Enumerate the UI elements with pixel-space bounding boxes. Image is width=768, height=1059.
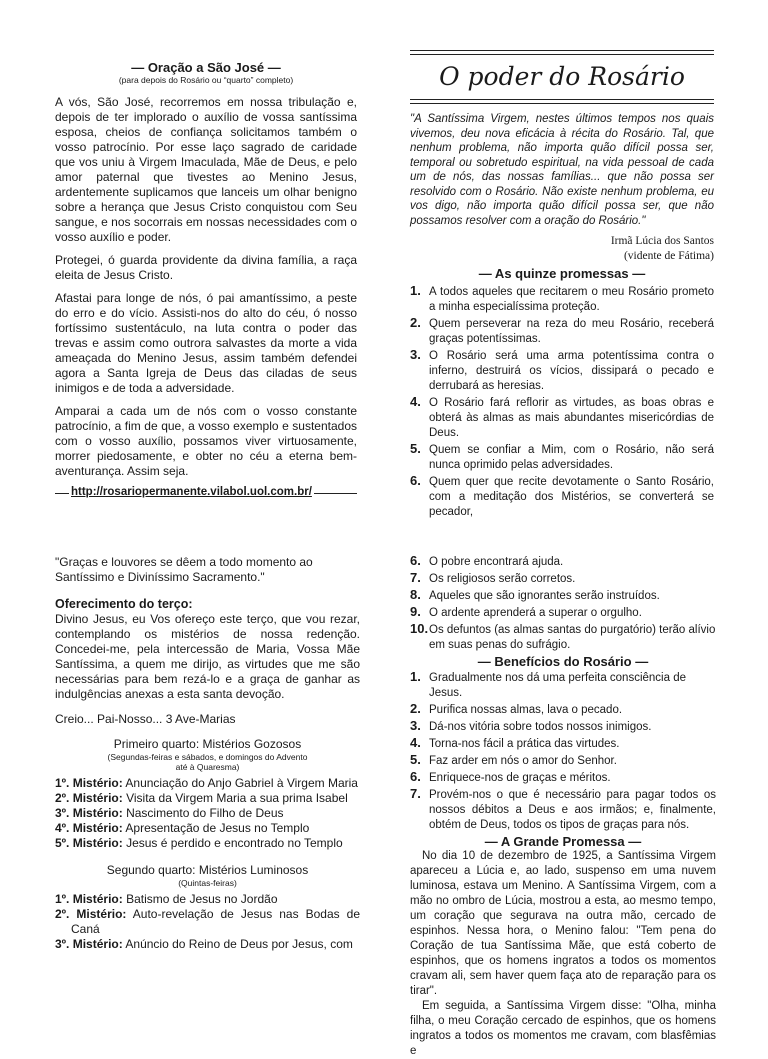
promessas-cont-list	[410, 553, 716, 653]
lucia-quote: "A Santíssima Virgem, nestes últimos tempos nos quais vivemos, deu nova eficácia à récita do Rosário. Tal, que nenhum problema, não importa quão difícil possa ser, temporal ou sobretudo espiritual, na vida pessoal de cada um de nós, das nossas famílias... que não possa ser resolvido com o Rosário. Não existe nenhum problema, eu vos digo, não importa quão difícil possa ser, que não possamos resolver com a oração do Rosário."	[410, 113, 714, 227]
misterio-item: 4º. Mistério: Apresentação de Jesus no Templo	[55, 821, 310, 835]
list-item: 4. O Rosário fará reflorir as virtudes, as boas obras e obterá às almas as mais abundantes misericórdias de Deus.	[410, 394, 714, 439]
gozosos-days-cont: até à Quaresma)	[175, 762, 240, 772]
list-item: 6. O pobre encontrará ajuda.	[410, 553, 564, 568]
continuacao-section	[410, 553, 716, 1059]
luminosos-days: (Quintas-feiras)	[178, 878, 237, 888]
oracao-paragraph: Afastai para longe de nós, ó pai amantíssimo, a peste do erro e do vício. Assisti-nos do alto do céu, ó nosso fortíssimo sustentáculo, na luta contra o poder das trevas e assim como outrora salvastes da morte a vida ameaçada do Menino Jesus, assim também defendei agora a Santa Igreja de Deus das ciladas de seus inimigos e de toda a adversidade.	[55, 291, 357, 395]
list-item: 2. Purifica nossas almas, lava o pecado.	[410, 701, 623, 716]
list-item: 5. Quem se confiar a Mim, com o Rosário, não será nunca oprimido pelas adversidades.	[410, 441, 714, 471]
list-item: 1. A todos aqueles que recitarem o meu Rosário prometo a minha especialíssima proteção.	[410, 283, 714, 313]
misterio-item: 2º. Mistério: Visita da Virgem Maria a sua prima Isabel	[55, 791, 348, 805]
oracao-subtitle: (para depois do Rosário ou “quarto” completo)	[118, 75, 294, 85]
list-item: 4. Torna-nos fácil a prática das virtudes.	[410, 735, 620, 750]
rosario-title: O poder do Rosário	[439, 62, 685, 91]
list-item: 6. Enriquece-nos de graças e méritos.	[410, 769, 611, 784]
list-item: 3. Dá-nos vitória sobre todos nossos inimigos.	[410, 718, 652, 733]
oracao-paragraph: Protegei, ó guarda providente da divina família, a raça eleita de Jesus Cristo.	[55, 253, 357, 282]
quote-author-role: (vidente de Fátima)	[623, 250, 714, 262]
misterio-item: 3º. Mistério: Anúncio do Reino de Deus por Jesus, com	[55, 937, 353, 951]
poder-rosario-section	[410, 50, 714, 520]
gozosos-days: (Segundas-feiras e sábados, e domingos do Advento	[107, 752, 308, 762]
misterio-item: 2º. Mistério: Auto-revelação de Jesus nas Bodas de Caná	[55, 907, 360, 936]
list-item: 9. O ardente aprenderá a superar o orgulho.	[410, 604, 642, 619]
promessas-title: — As quinze promessas —	[478, 266, 646, 281]
list-item: 6. Quem quer que recite devotamente o Santo Rosário, com a meditação dos Mistérios, se converterá se pecador,	[410, 473, 714, 518]
misterio-item: 1º. Mistério: Batismo de Jesus no Jordão	[55, 892, 278, 906]
website-link[interactable]: http://rosariopermanente.vilabol.uol.com.br/	[71, 486, 312, 498]
creio-line: Creio... Pai-Nosso... 3 Ave-Marias	[55, 712, 236, 726]
misterio-item: 5º. Mistério: Jesus é perdido e encontrado no Templo	[55, 836, 343, 850]
list-item: 7. Os religiosos serão corretos.	[410, 570, 576, 585]
oferecimento-title: Oferecimento do terço:	[55, 597, 193, 611]
promessas-list	[410, 283, 714, 520]
list-item: 5. Faz arder em nós o amor do Senhor.	[410, 752, 617, 767]
list-item: 1. Gradualmente nos dá uma perfeita consciência de Jesus.	[410, 669, 686, 699]
misterio-item: 1º. Mistério: Anunciação do Anjo Gabriel à Virgem Maria	[55, 776, 358, 790]
oracao-sao-jose-section	[55, 60, 357, 506]
quote-author: Irmã Lúcia dos Santos	[610, 235, 714, 247]
misterio-item: 3º. Mistério: Nascimento do Filho de Deus	[55, 806, 284, 820]
oracao-paragraph: A vós, São José, recorremos em nossa tribulação e, depois de ter implorado o auxílio de vossa santíssima esposa, cheios de confiança solicitamos também o vosso patrocínio. Por esse laço sagrado de caridade que vos uniu à Virgem Imaculada, Mãe de Deus, e pelo amor paternal que tivestes ao Menino Jesus, ardentemente suplicamos que lanceis um olhar benigno sobre a herança que Jesus Cristo conquistou com Seu sangue, e nos socorrais em nossas necessidades com o vosso auxílio e poder.	[55, 95, 357, 244]
grande-promessa-text	[410, 849, 716, 1059]
oracao-paragraph: Amparai a cada um de nós com o vosso constante patrocínio, a fim de que, a vosso exemplo e sustentados com o vosso auxílio, possamos viver virtuosamente, morrer piedosamente, e obter no céu a eterna bem-aventurança. Assim seja.	[55, 404, 357, 478]
list-item: 7. Provém-nos o que é necessário para pagar todos os nossos débitos a Deus e aos irmãos; e, finalmente, obtém de Deus, todos os tipos de graças para nós.	[410, 786, 716, 831]
beneficios-title: — Benefícios do Rosário —	[477, 654, 649, 669]
grande-promessa-paragraph: Em seguida, a Santíssima Virgem disse: "Olha, minha filha, o meu Coração cercado de espinhos, que os homens ingratos a todos os momentos me cravam, com blasfêmias e	[410, 1000, 716, 1057]
grande-promessa-title: — A Grande Promessa —	[484, 834, 642, 849]
terco-section	[55, 555, 360, 952]
list-item: 3. O Rosário será uma arma potentíssima contra o inferno, destruirá os vícios, dissipará o pecado e derrubará as heresias.	[410, 347, 714, 392]
oracao-title: — Oração a São José —	[131, 60, 281, 75]
title-bottom-rule	[410, 99, 714, 104]
grande-promessa-paragraph: No dia 10 de dezembro de 1925, a Santíssima Virgem apareceu a Lúcia e, ao lado, suspenso em uma nuvem luminosa, estava um Menino. A Santíssima Virgem, com a mão no ombro de Lúcia, mostrou a esta, ao mesmo tempo, um coração que segurava na outra mão, cercado de espinhos. Nessa hora, o Menino falou: "Tem pena do Coração de tua Santíssima Mãe, que está coberto de espinhos, que os homens ingratos a todos os momentos cravam ali, sem haver quem faça ato de reparação para os tirar".	[410, 850, 716, 997]
gozosos-title: Primeiro quarto: Mistérios Gozosos	[113, 737, 302, 751]
list-item: 10.Os defuntos (as almas santas do purgatório) terão alívio em suas penas do sufrágio.	[410, 621, 716, 651]
list-item: 2. Quem perseverar na reza do meu Rosário, receberá graças potentíssimas.	[410, 315, 714, 345]
oferecimento-text: Divino Jesus, eu Vos ofereço este terço, que vou rezar, contemplando os mistérios de nossa redenção. Concedei-me, pela intercessão de Maria, Vossa Mãe Santíssima, a quem me dirijo, as virtudes que me são necessárias para bem rezá-lo e a graça de ganhar as indulgências anexas a esta santa devoção.	[55, 612, 360, 701]
luminosos-title: Segundo quarto: Mistérios Luminosos	[106, 863, 309, 877]
list-item: 8. Aqueles que são ignorantes serão instruídos.	[410, 587, 660, 602]
sacramento-intro: "Graças e louvores se dêem a todo momento ao Santíssimo e Diviníssimo Sacramento."	[55, 555, 313, 584]
url-divider	[55, 486, 357, 506]
beneficios-list	[410, 669, 716, 833]
